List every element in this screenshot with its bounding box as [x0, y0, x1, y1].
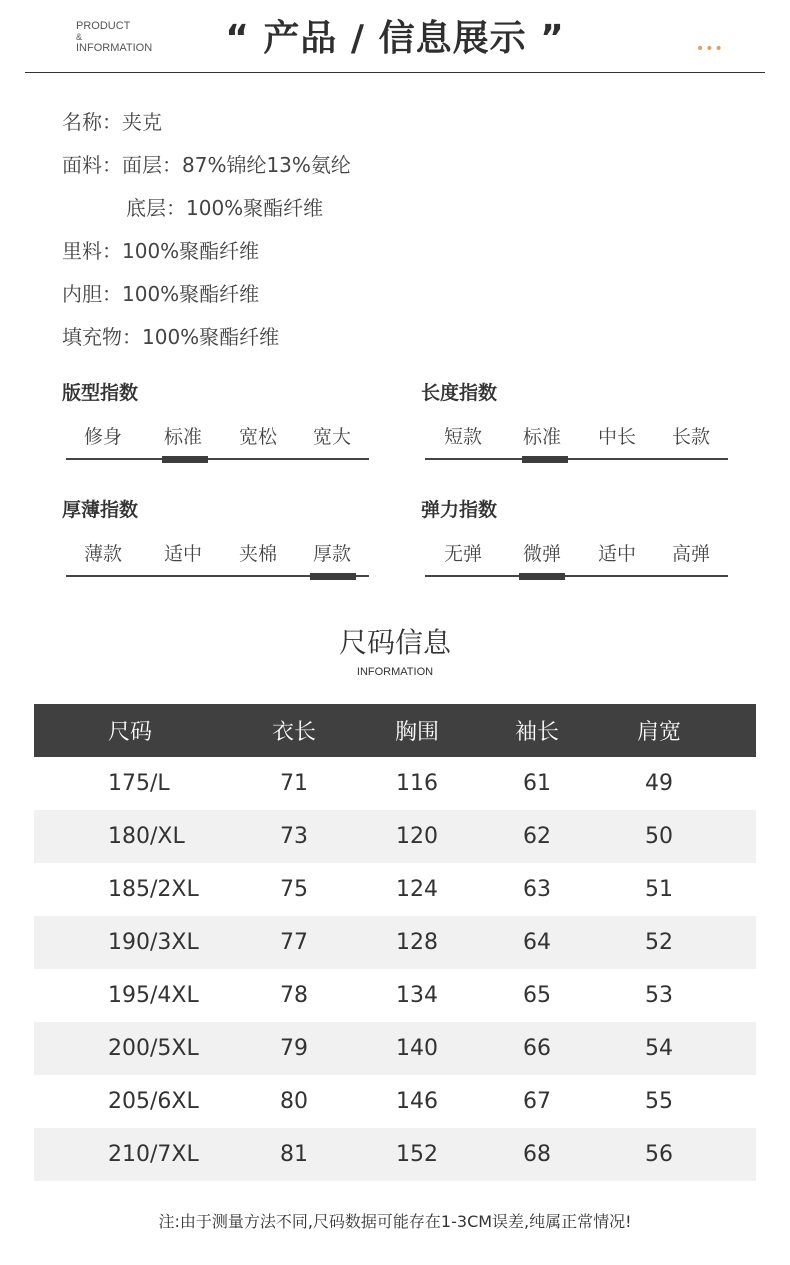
table-cell: 140: [396, 1036, 438, 1061]
table-cell: 50: [645, 824, 673, 849]
table-cell: 128: [396, 930, 438, 955]
table-row: [34, 1075, 756, 1128]
index-label: 版型指数: [62, 382, 139, 404]
table-cell: 120: [396, 824, 438, 849]
header-length: 衣长: [271, 720, 316, 745]
table-row: [34, 1022, 756, 1075]
decorative-dots-icon: •••: [696, 41, 724, 57]
table-cell: 54: [645, 1036, 673, 1061]
table-cell: 210/7XL: [108, 1142, 199, 1167]
table-cell: 134: [396, 983, 438, 1008]
table-cell: 205/6XL: [108, 1089, 199, 1114]
index-label: 长度指数: [421, 382, 498, 404]
index-option: 夹棉: [238, 543, 277, 565]
index-selected-marker: [519, 573, 565, 580]
info-lining: 里料：100%聚酯纤维: [62, 239, 260, 263]
measurement-note: 注:由于测量方法不同,尺码数据可能存在1-3CM误差,纯属正常情况!: [158, 1212, 632, 1231]
header-en-line1: PRODUCT: [76, 20, 131, 32]
table-cell: 79: [280, 1036, 308, 1061]
index-label: 弹力指数: [421, 499, 498, 521]
table-cell: 49: [645, 771, 673, 796]
page-title: “ 产品 / 信息展示 ”: [225, 18, 565, 59]
table-cell: 68: [523, 1142, 551, 1167]
header-size: 尺码: [108, 720, 153, 745]
index-option: 短款: [443, 426, 482, 448]
table-cell: 63: [523, 877, 551, 902]
table-row: [34, 916, 756, 969]
table-row: [34, 1128, 756, 1181]
size-table: [34, 704, 756, 1181]
table-cell: 190/3XL: [108, 930, 199, 955]
table-cell: 53: [645, 983, 673, 1008]
table-cell: 146: [396, 1089, 438, 1114]
header-shoulder: 肩宽: [636, 720, 681, 745]
size-table-body: [34, 757, 756, 1181]
table-cell: 152: [396, 1142, 438, 1167]
table-cell: 124: [396, 877, 438, 902]
table-cell: 185/2XL: [108, 877, 199, 902]
index-label: 厚薄指数: [62, 499, 139, 521]
table-cell: 51: [645, 877, 673, 902]
table-cell: 55: [645, 1089, 673, 1114]
index-selected-marker: [162, 456, 208, 463]
table-cell: 67: [523, 1089, 551, 1114]
table-cell: 81: [280, 1142, 308, 1167]
header-sleeve: 袖长: [514, 720, 559, 745]
table-cell: 180/XL: [108, 824, 185, 849]
table-cell: 200/5XL: [108, 1036, 199, 1061]
index-option: 标准: [163, 426, 202, 448]
index-option: 高弹: [671, 543, 710, 565]
info-fabric-outer: 面料：面层：87%锦纶13%氨纶: [62, 153, 351, 177]
header-en-amp: &: [76, 32, 83, 42]
table-cell: 65: [523, 983, 551, 1008]
table-cell: 61: [523, 771, 551, 796]
table-cell: 64: [523, 930, 551, 955]
index-option: 长款: [671, 426, 710, 448]
index-option: 无弹: [443, 543, 482, 565]
table-cell: 77: [280, 930, 308, 955]
index-option: 宽松: [238, 426, 277, 448]
info-fabric-base: 底层：100%聚酯纤维: [126, 196, 324, 220]
table-cell: 175/L: [108, 771, 170, 796]
index-selected-marker: [522, 456, 568, 463]
table-cell: 73: [280, 824, 308, 849]
index-option: 微弹: [522, 543, 561, 565]
header-divider: [25, 72, 765, 73]
header-en-line2: INFORMATION: [76, 42, 153, 54]
table-cell: 116: [396, 771, 438, 796]
index-option: 适中: [163, 543, 202, 565]
index-option: 中长: [597, 426, 636, 448]
size-section-subtitle: INFORMATION: [356, 666, 434, 678]
index-option: 薄款: [83, 543, 122, 565]
index-option: 修身: [83, 426, 122, 448]
table-cell: 71: [280, 771, 308, 796]
index-option: 宽大: [312, 426, 351, 448]
info-inner: 内胆：100%聚酯纤维: [62, 282, 260, 306]
table-cell: 62: [523, 824, 551, 849]
index-option: 厚款: [312, 543, 351, 565]
table-cell: 80: [280, 1089, 308, 1114]
index-scale-line: [425, 458, 728, 460]
size-section-title: 尺码信息: [338, 626, 451, 659]
table-cell: 75: [280, 877, 308, 902]
header-chest: 胸围: [394, 720, 439, 745]
table-cell: 66: [523, 1036, 551, 1061]
table-row: [34, 757, 756, 810]
table-cell: 52: [645, 930, 673, 955]
index-scale-line: [425, 575, 728, 577]
index-scale-line: [66, 458, 369, 460]
table-cell: 195/4XL: [108, 983, 199, 1008]
info-name: 名称：夹克: [62, 110, 162, 134]
table-cell: 78: [280, 983, 308, 1008]
info-filling: 填充物：100%聚酯纤维: [62, 325, 280, 349]
index-option: 标准: [522, 426, 561, 448]
table-row: [34, 810, 756, 863]
table-row: [34, 863, 756, 916]
index-selected-marker: [310, 573, 356, 580]
table-cell: 56: [645, 1142, 673, 1167]
index-option: 适中: [597, 543, 636, 565]
table-row: [34, 969, 756, 1022]
size-table-header: [34, 704, 756, 757]
